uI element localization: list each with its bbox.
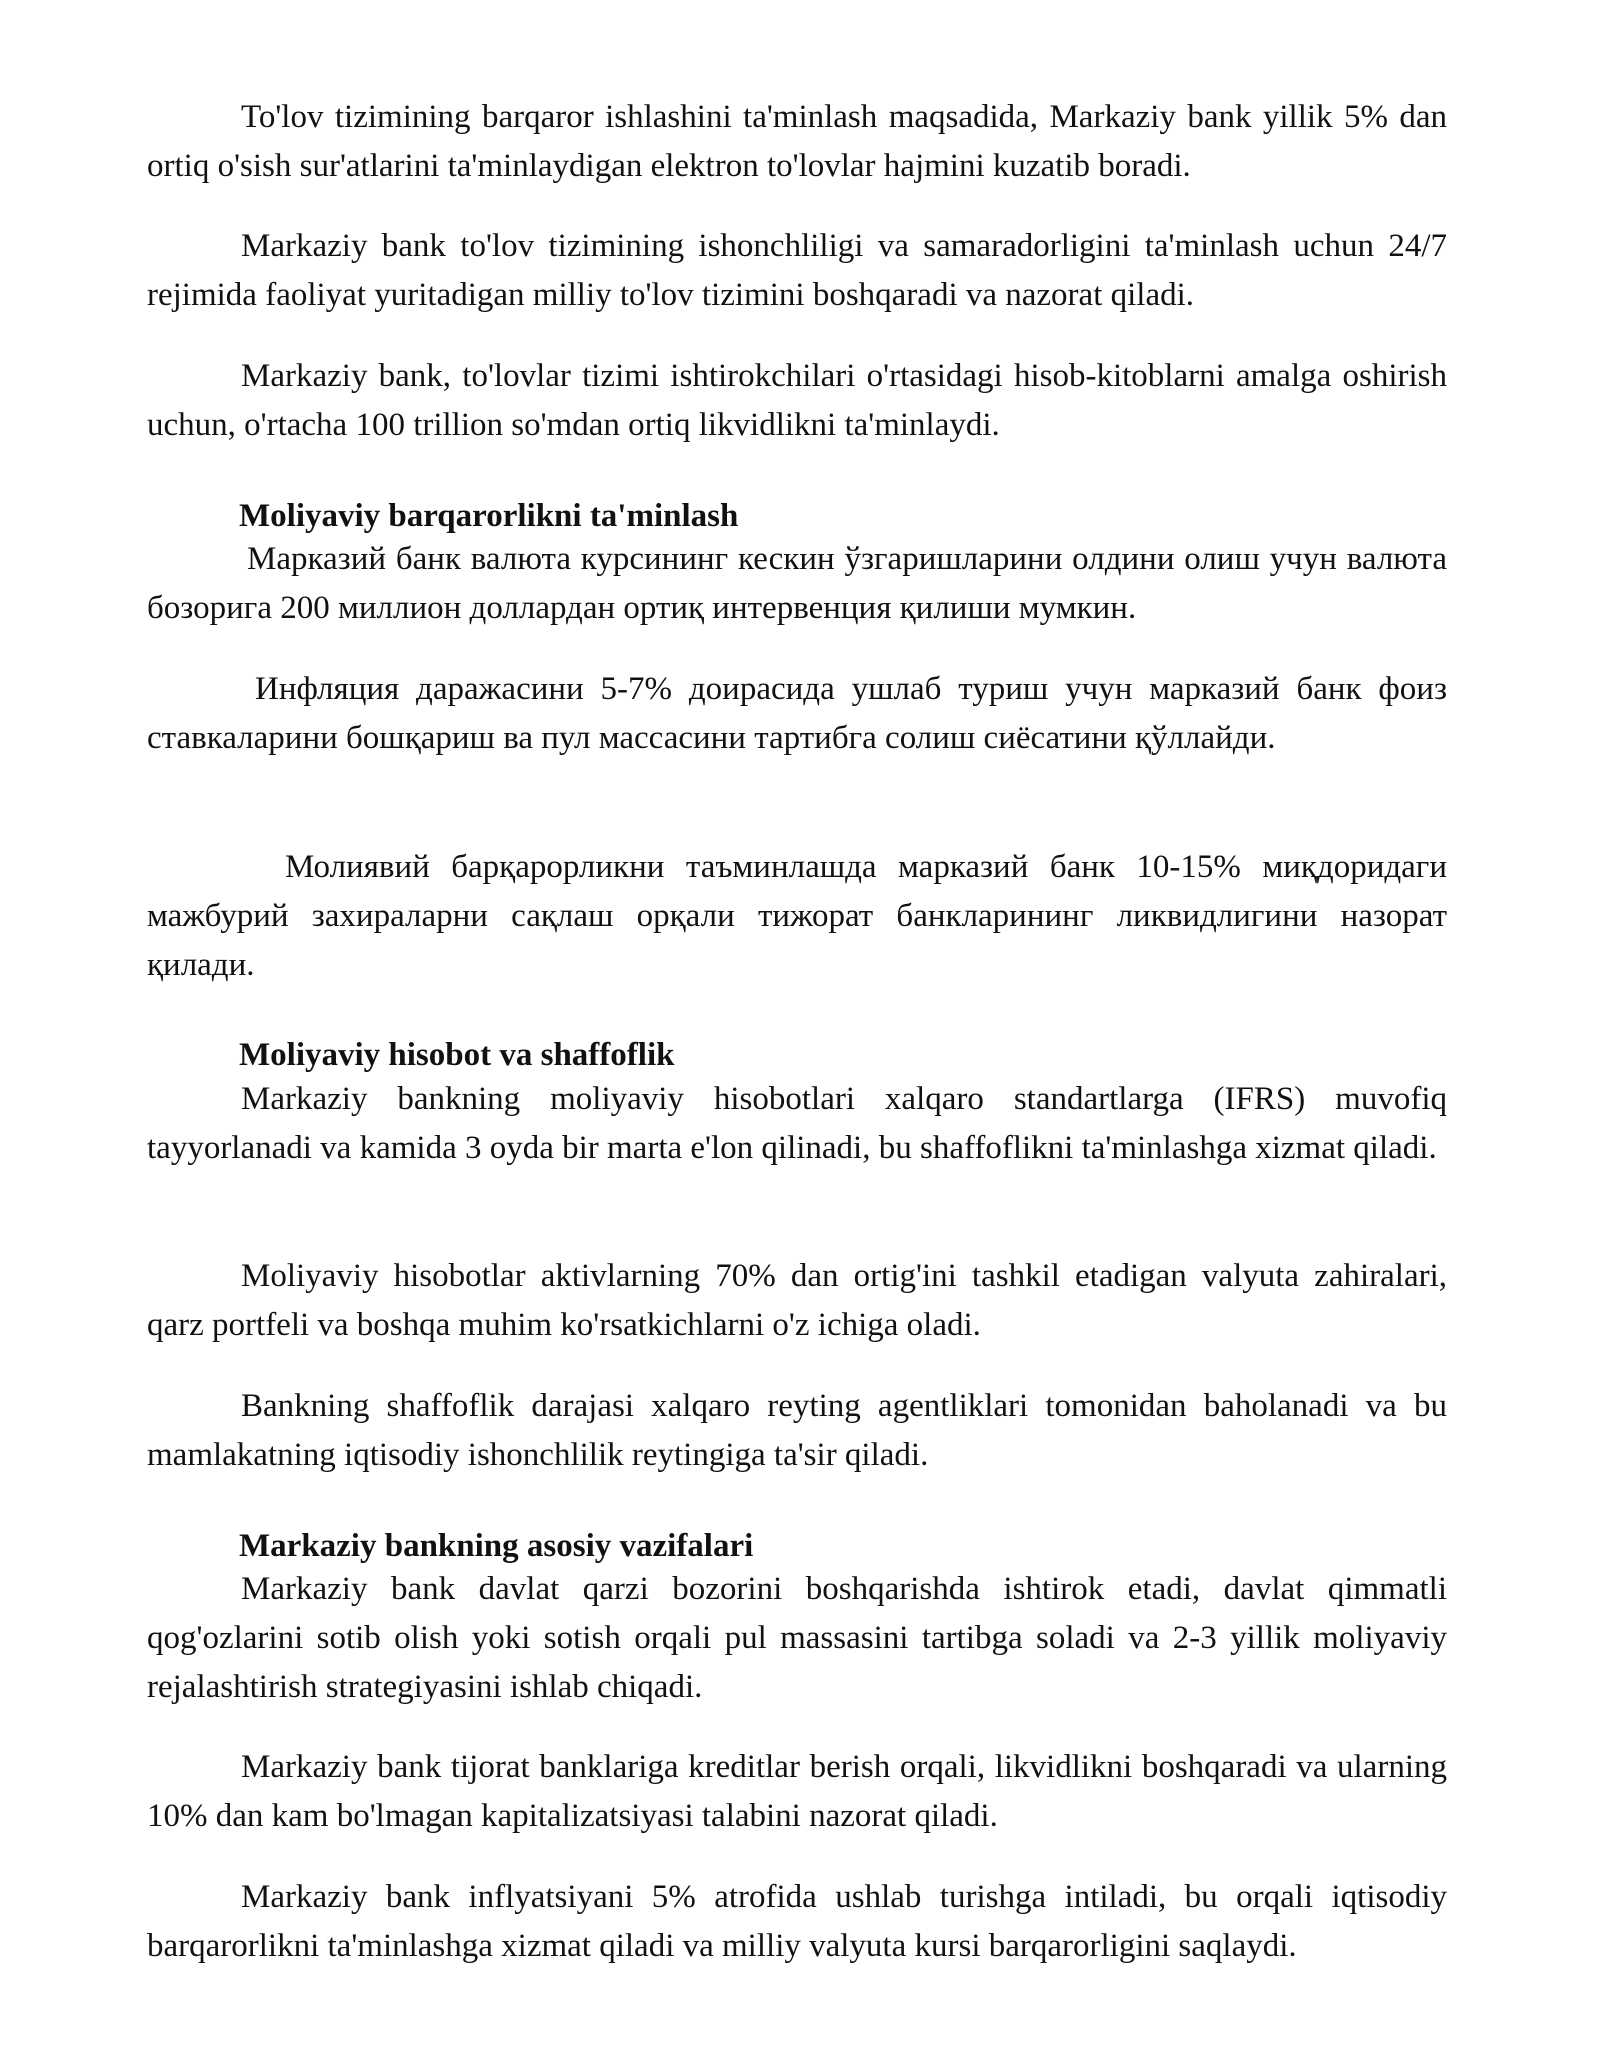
paragraph-government-debt: Markaziy bank davlat qarzi bozorini boshqarishda ishtirok etadi, davlat qimmatli qog'ozlarini sotib olish yoki sotish orqali pul massasini tartibga soladi va 2-3 yillik moliyaviy rejalashtirish strategiyasini ishlab chiqadi. [147,1571,1447,1705]
paragraph-rating-agencies: Bankning shaffoflik darajasi xalqaro reyting agentliklari tomonidan baholanadi va bu mamlakatning iqtisodiy ishonchlilik reytingiga ta'sir qiladi. [147,1388,1447,1473]
paragraph-inflation-target: Инфляция даражасини 5-7% доирасида ушлаб туриш учун марказий банк фоиз ставкаларини бошқариш ва пул массасини тартибга солиш сиёсатини қўллайди. [147,671,1447,756]
paragraph-mandatory-reserves: Молиявий барқарорликни таъминлашда марказий банк 10-15% миқдоридаги мажбурий захираларни сақлаш орқали тижорат банкларининг ликвидлигини назорат қилади. [147,849,1447,983]
paragraph-asset-reports: Moliyaviy hisobotlar aktivlarning 70% dan ortig'ini tashkil etadigan valyuta zahiralari, qarz portfeli va boshqa muhim ko'rsatkichlarni o'z ichiga oladi. [147,1258,1447,1343]
paragraph-commercial-loans: Markaziy bank tijorat banklariga kreditlar berish orqali, likvidlikni boshqaradi va ularning 10% dan kam bo'lmagan kapitalizatsiyasi talabini nazorat qiladi. [147,1749,1447,1834]
paragraph-payment-system-24-7: Markaziy bank to'lov tizimining ishonchliligi va samaradorligini ta'minlash uchun 24/7 rejimida faoliyat yuritadigan milliy to'lov tizimini boshqaradi va nazorat qiladi. [147,228,1447,313]
section-heading-financial-stability: Moliyaviy barqarorlikni ta'minlash [239,498,739,534]
section-heading-reporting-transparency: Moliyaviy hisobot va shaffoflik [239,1037,675,1073]
paragraph-inflation-stability: Markaziy bank inflyatsiyani 5% atrofida ushlab turishga intiladi, bu orqali iqtisodiy barqarorlikni ta'minlashga xizmat qiladi va milliy valyuta kursi barqarorligini saqlaydi. [147,1879,1447,1964]
paragraph-currency-intervention: Марказий банк валюта курсининг кескин ўзгаришларини олдини олиш учун валюта бозорига 200 миллион доллардан ортиқ интервенция қилиши мумкин. [147,541,1447,626]
paragraph-payment-growth: To'lov tizimining barqaror ishlashini ta'minlash maqsadida, Markaziy bank yillik 5% dan ortiq o'sish sur'atlarini ta'minlaydigan elektron to'lovlar hajmini kuzatib boradi. [147,99,1447,184]
paragraph-liquidity-100-trillion: Markaziy bank, to'lovlar tizimi ishtirokchilari o'rtasidagi hisob-kitoblarni amalga oshirish uchun, o'rtacha 100 trillion so'mdan ortiq likvidlikni ta'minlaydi. [147,358,1447,443]
section-heading-main-functions: Markaziy bankning asosiy vazifalari [239,1528,754,1564]
paragraph-ifrs-reports: Markaziy bankning moliyaviy hisobotlari xalqaro standartlarga (IFRS) muvofiq tayyorlanadi va kamida 3 oyda bir marta e'lon qilinadi, bu shaffoflikni ta'minlashga xizmat qiladi. [147,1081,1447,1166]
